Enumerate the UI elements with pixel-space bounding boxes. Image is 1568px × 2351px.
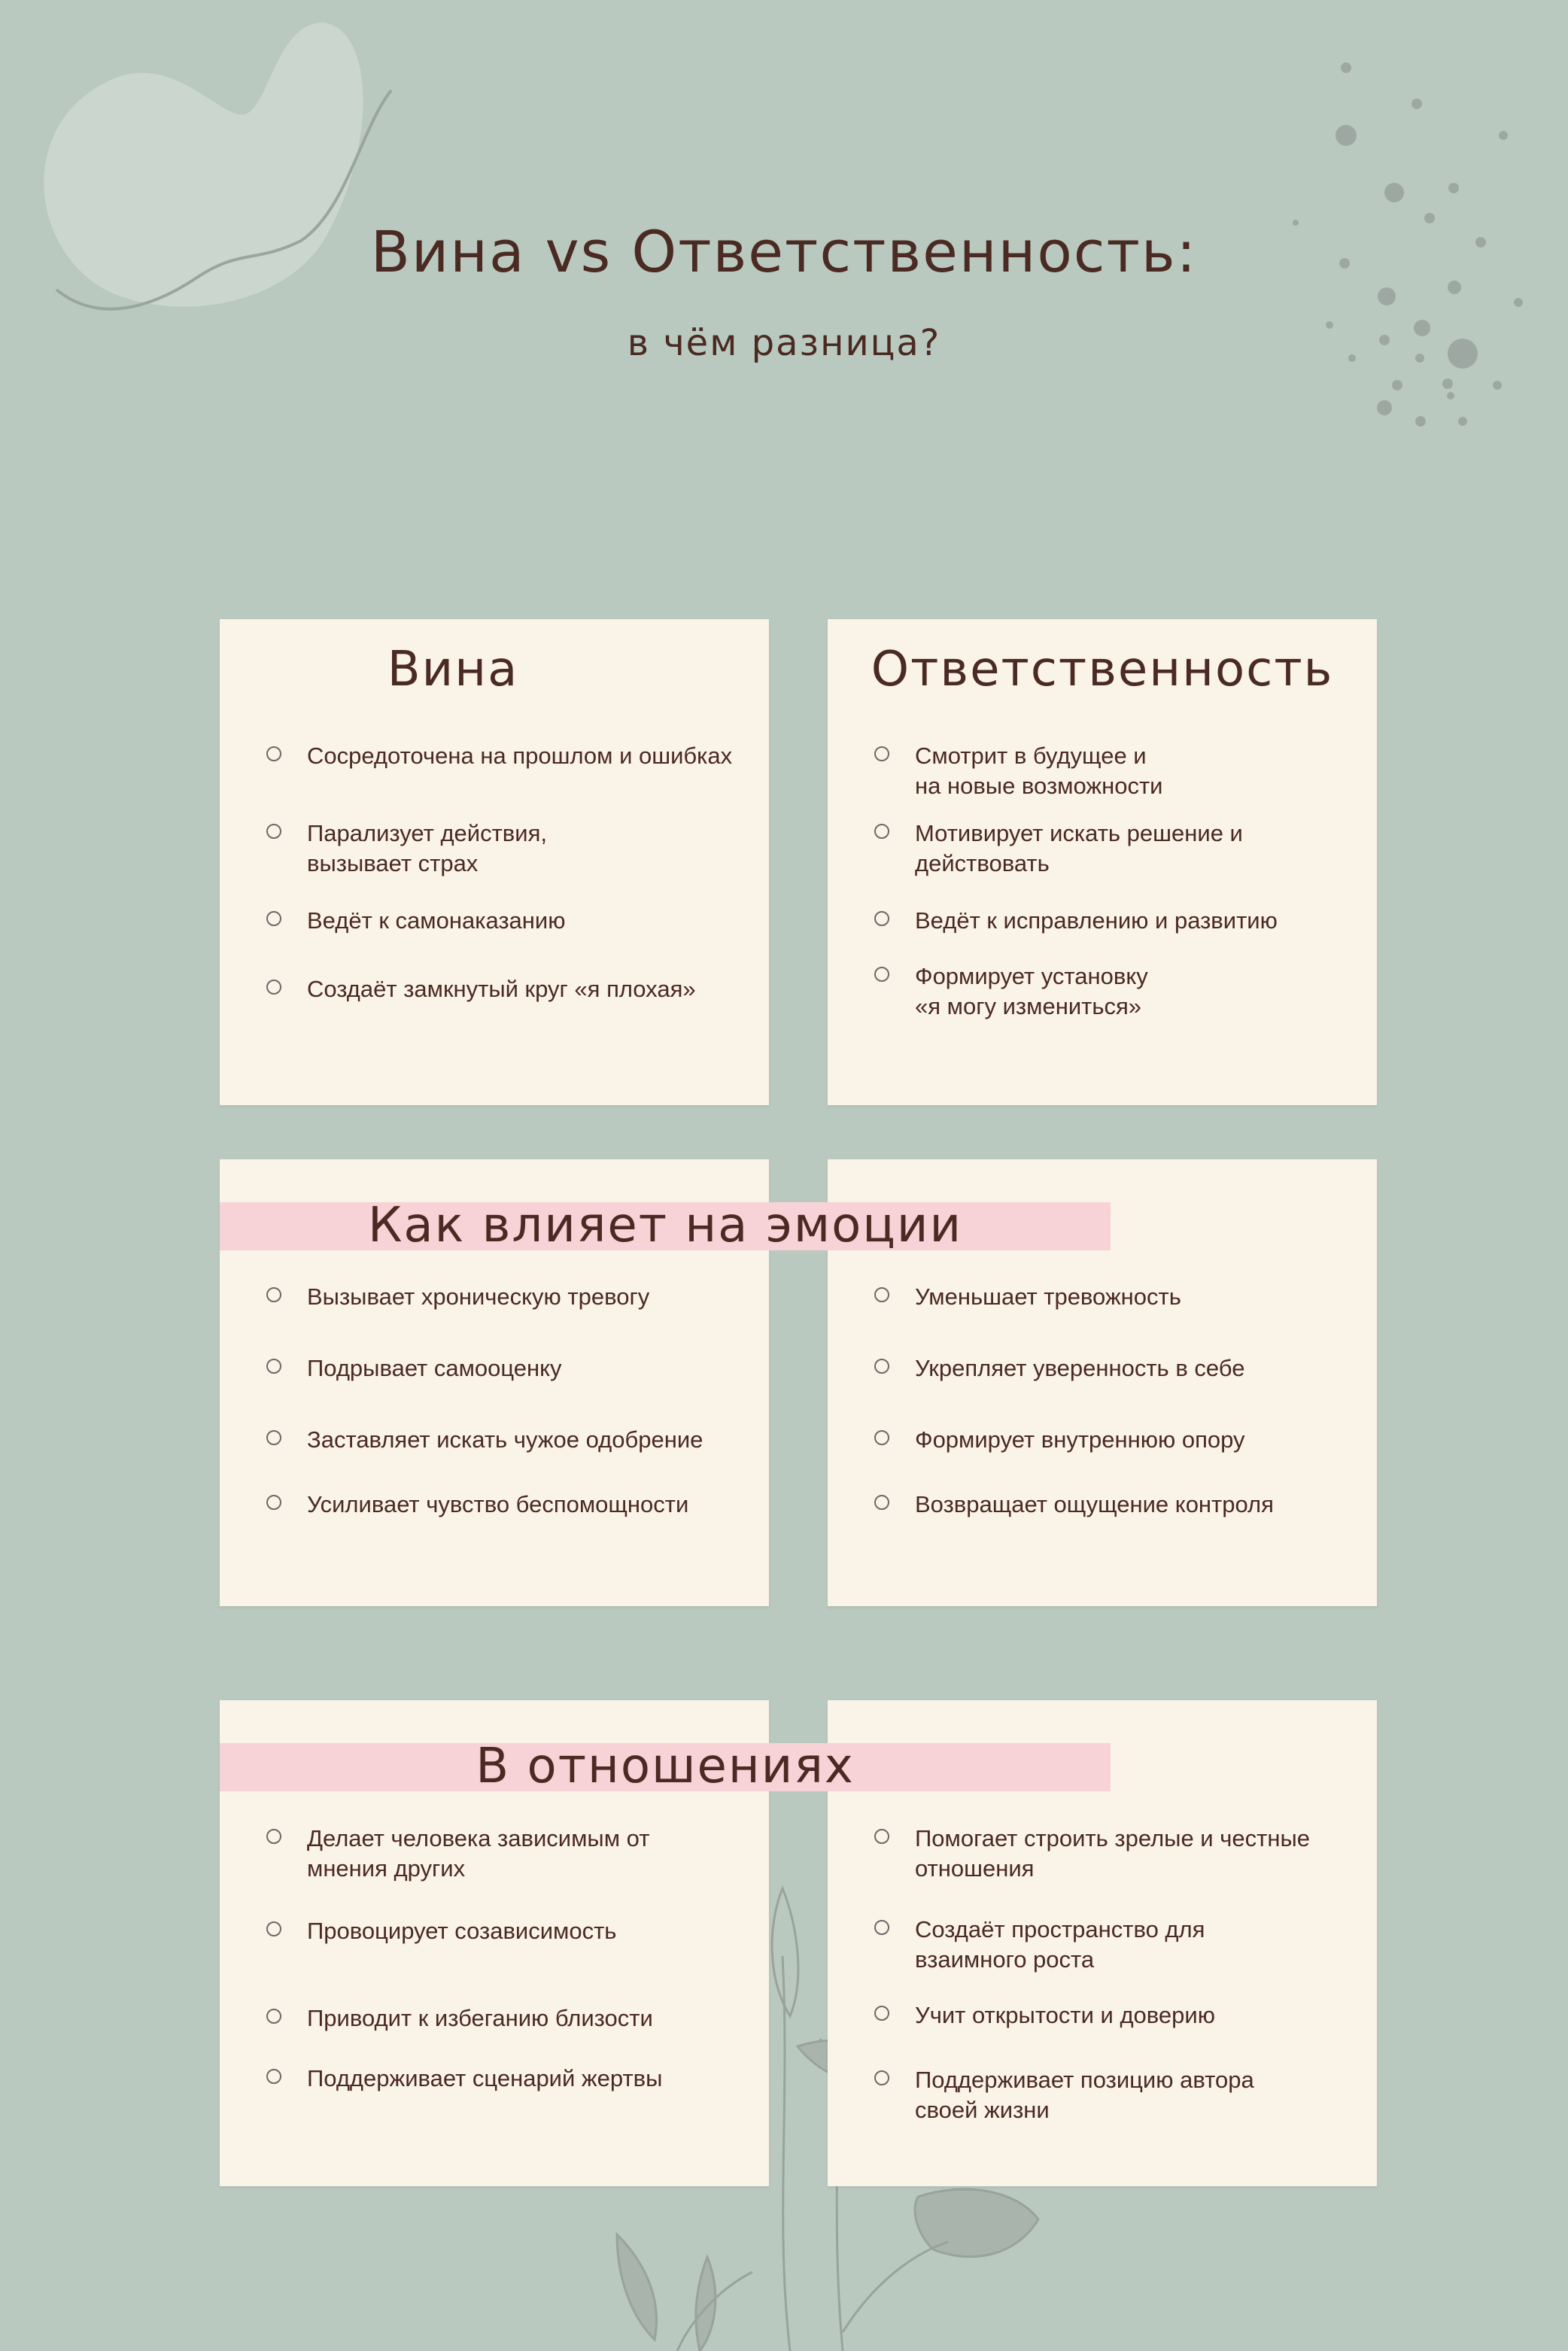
list-item [266, 819, 746, 879]
list-item [266, 974, 746, 1004]
page-subtitle: в чём разница? [627, 322, 941, 364]
list-item-text: Поддерживает сценарий жертвы [307, 2065, 663, 2091]
list-item [874, 741, 1354, 801]
list-item [266, 1824, 746, 1884]
circle-bullet-icon [874, 911, 889, 926]
list-item [874, 961, 1354, 1022]
guilt-card [220, 619, 769, 1105]
circle-bullet-icon [874, 967, 889, 982]
list-item [266, 2003, 746, 2034]
circle-bullet-icon [266, 1430, 281, 1445]
circle-bullet-icon [266, 980, 281, 995]
list-item-text: Мотивирует искать решение и действовать [915, 820, 1243, 876]
list-item-text: Смотрит в будущее и на новые возможности [915, 743, 1163, 799]
circle-bullet-icon [874, 1430, 889, 1445]
circle-bullet-icon [874, 2070, 889, 2085]
list-item-text: Формирует установку «я могу измениться» [915, 963, 1148, 1019]
list-item [266, 2064, 746, 2094]
list-item-text: Возвращает ощущение контроля [915, 1491, 1274, 1517]
list-item-text: Провоцирует созависимость [307, 1918, 617, 1944]
guilt-card-title: Вина [387, 642, 519, 697]
circle-bullet-icon [874, 746, 889, 761]
circle-bullet-icon [874, 2006, 889, 2021]
circle-bullet-icon [874, 1920, 889, 1935]
list-item-text: Ведёт к исправлению и развитию [915, 907, 1278, 934]
responsibility-card-title: Ответственность [871, 642, 1334, 697]
circle-bullet-icon [266, 2069, 281, 2084]
list-item [874, 1915, 1354, 1975]
list-item-text: Создаёт замкнутый круг «я плохая» [307, 976, 696, 1002]
list-item-text: Усиливает чувство беспомощности [307, 1491, 689, 1517]
list-item [874, 1282, 1354, 1312]
list-item [266, 1425, 746, 1455]
list-item-text: Вызывает хроническую тревогу [307, 1283, 650, 1310]
circle-bullet-icon [266, 1495, 281, 1510]
list-item-text: Сосредоточена на прошлом и ошибках [307, 743, 733, 769]
list-item [266, 1353, 746, 1384]
circle-bullet-icon [874, 1359, 889, 1374]
list-item-text: Формирует внутреннюю опору [915, 1426, 1245, 1453]
list-item-text: Делает человека зависимым от мнения других [307, 1825, 650, 1882]
list-item [266, 906, 746, 936]
circle-bullet-icon [266, 1287, 281, 1302]
list-item [874, 2065, 1354, 2125]
list-item-text: Укрепляет уверенность в себе [915, 1355, 1245, 1381]
emotions-section-title: Как влияет на эмоции [367, 1198, 963, 1253]
list-item-text: Уменьшает тревожность [915, 1283, 1181, 1310]
list-item [874, 1490, 1354, 1520]
circle-bullet-icon [266, 2009, 281, 2024]
circle-bullet-icon [874, 1495, 889, 1510]
list-item-text: Приводит к избеганию близости [307, 2005, 653, 2031]
list-item-text: Подрывает самооценку [307, 1355, 562, 1381]
page-title: Вина vs Ответственность: [370, 218, 1198, 285]
list-item-text: Поддерживает позицию автора своей жизни [915, 2067, 1254, 2123]
list-item-text: Учит открытости и доверию [915, 2002, 1215, 2028]
list-item-text: Заставляет искать чужое одобрение [307, 1426, 703, 1453]
list-item-text: Создаёт пространство для взаимного роста [915, 1916, 1205, 1973]
list-item-text: Помогает строить зрелые и честные отношения [915, 1825, 1310, 1882]
circle-bullet-icon [874, 1287, 889, 1302]
list-item [874, 2000, 1354, 2031]
list-item-text: Ведёт к самонаказанию [307, 907, 566, 934]
circle-bullet-icon [874, 1829, 889, 1844]
list-item [266, 1916, 746, 1946]
circle-bullet-icon [266, 746, 281, 761]
circle-bullet-icon [266, 1359, 281, 1374]
list-item [874, 1824, 1354, 1884]
circle-bullet-icon [266, 911, 281, 926]
responsibility-card [828, 619, 1377, 1105]
circle-bullet-icon [266, 1829, 281, 1844]
circle-bullet-icon [874, 824, 889, 839]
list-item-text: Парализует действия, вызывает страх [307, 820, 547, 876]
list-item [266, 741, 746, 771]
list-item [874, 1425, 1354, 1455]
circle-bullet-icon [266, 824, 281, 839]
relations-section-title: В отношениях [476, 1739, 855, 1794]
list-item [266, 1490, 746, 1520]
list-item [874, 819, 1354, 879]
list-item [874, 1353, 1354, 1384]
list-item [874, 906, 1354, 936]
list-item [266, 1282, 746, 1312]
circle-bullet-icon [266, 1921, 281, 1936]
